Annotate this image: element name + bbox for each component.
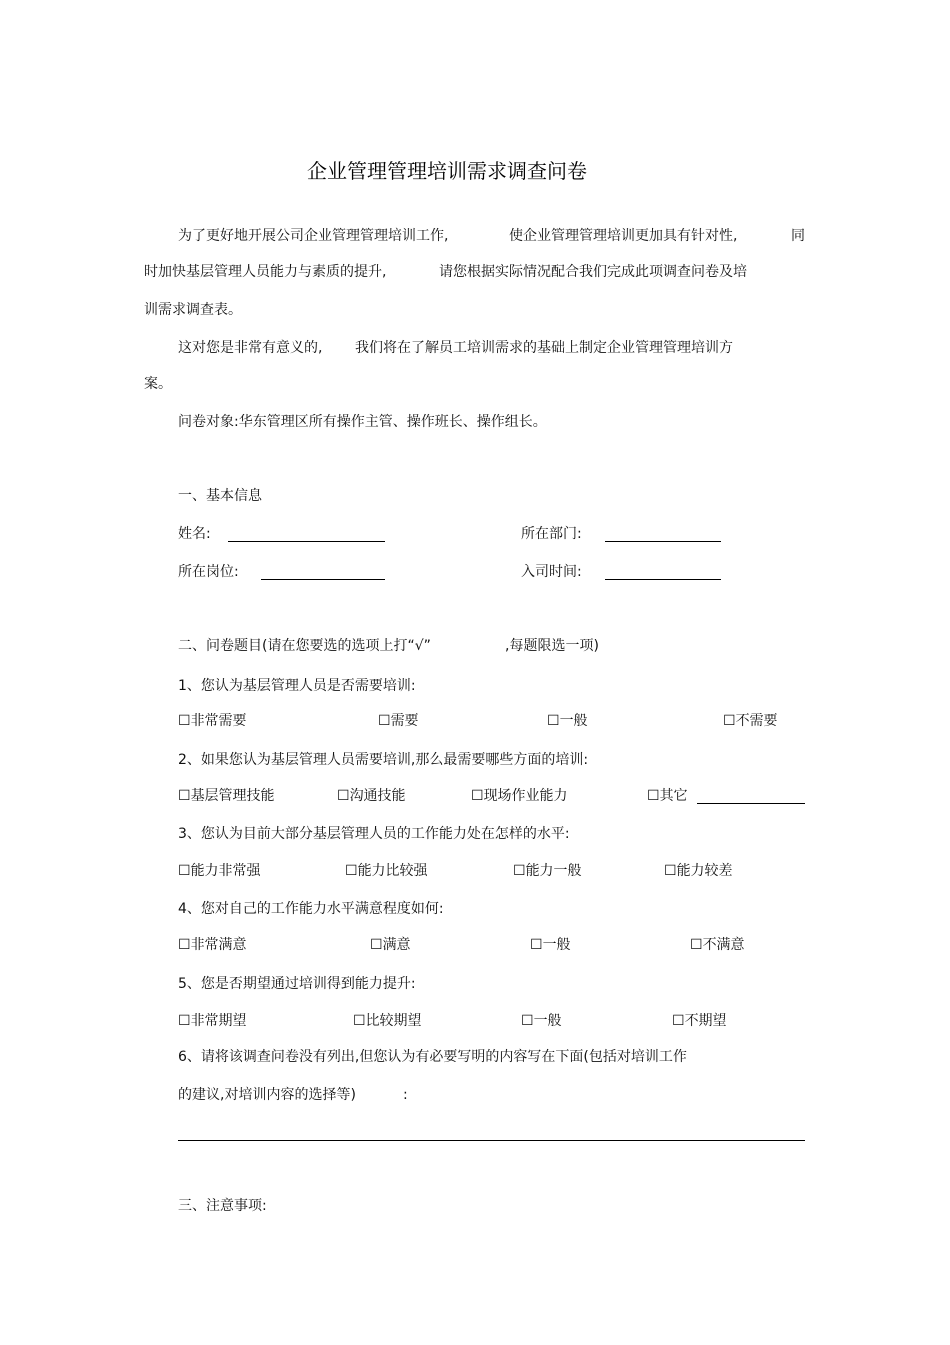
checkbox-icon: ☐ [723, 713, 736, 729]
checkbox-icon: ☐ [690, 937, 703, 953]
intro-line2-a: 时加快基层管理人员能力与素质的提升, [144, 264, 387, 280]
q3-option-2[interactable] [345, 862, 428, 880]
q1-option-1[interactable] [178, 712, 247, 730]
q1-text: 1、您认为基层管理人员是否需要培训: [178, 678, 416, 694]
post-label: 所在岗位: [178, 564, 239, 580]
checkbox-icon: ☐ [672, 1013, 685, 1029]
checkbox-icon: ☐ [378, 713, 391, 729]
checkbox-icon: ☐ [471, 788, 484, 804]
intro-line1-b: 使企业管理管理培训更加具有针对性, [509, 228, 738, 244]
q1-option-4-label: 不需要 [735, 713, 778, 729]
q1-option-3-label: 一般 [559, 713, 588, 729]
post-field[interactable] [261, 579, 385, 580]
intro-line4-b: 我们将在了解员工培训需求的基础上制定企业管理管理培训方 [355, 340, 733, 356]
page-title: 企业管理管理培训需求调查问卷 [307, 159, 587, 183]
checkbox-icon: ☐ [337, 788, 350, 804]
q1-option-2[interactable] [378, 712, 419, 730]
checkbox-icon: ☐ [547, 713, 560, 729]
checkbox-icon: ☐ [178, 937, 191, 953]
dept-field[interactable] [605, 541, 721, 542]
q4-option-2-label: 满意 [382, 937, 411, 953]
q3-option-3[interactable] [513, 862, 582, 880]
checkbox-icon: ☐ [353, 1013, 366, 1029]
q2-option-4-label: 其它 [659, 788, 688, 804]
checkbox-icon: ☐ [178, 863, 191, 879]
q5-option-2-label: 比较期望 [365, 1013, 422, 1029]
checkbox-icon: ☐ [647, 788, 660, 804]
q4-option-4[interactable] [690, 936, 745, 954]
q6-text-line1: 6、请将该调查问卷没有列出,但您认为有必要写明的内容写在下面(包括对培训工作 [178, 1049, 687, 1065]
name-label: 姓名: [178, 526, 211, 542]
checkbox-icon: ☐ [513, 863, 526, 879]
q3-option-3-label: 能力一般 [525, 863, 582, 879]
checkbox-icon: ☐ [178, 788, 191, 804]
q4-option-3-label: 一般 [542, 937, 571, 953]
intro-line1-c: 同 [791, 228, 805, 244]
section2-heading-a: 二、问卷题目(请在您要选的选项上打“√” [178, 638, 431, 654]
q4-option-2[interactable] [370, 936, 411, 954]
checkbox-icon: ☐ [370, 937, 383, 953]
checkbox-icon: ☐ [345, 863, 358, 879]
join-label: 入司时间: [521, 564, 582, 580]
q1-option-4[interactable] [723, 712, 778, 730]
q3-option-4-label: 能力较差 [676, 863, 733, 879]
dept-label: 所在部门: [521, 526, 582, 542]
section3-heading: 三、注意事项: [178, 1198, 267, 1214]
q1-option-1-label: 非常需要 [190, 713, 247, 729]
q2-option-4[interactable] [647, 787, 688, 805]
intro-line1-a: 为了更好地开展公司企业管理管理培训工作, [178, 228, 449, 244]
name-field[interactable] [228, 541, 385, 542]
q2-option-3[interactable] [471, 787, 568, 805]
q3-option-1[interactable] [178, 862, 261, 880]
intro-line3: 训需求调查表。 [144, 302, 242, 318]
join-date-field[interactable] [605, 579, 721, 580]
checkbox-icon: ☐ [664, 863, 677, 879]
q2-option-1-label: 基层管理技能 [190, 788, 275, 804]
q5-option-2[interactable] [353, 1012, 422, 1030]
q1-option-3[interactable] [547, 712, 588, 730]
section1-heading: 一、基本信息 [178, 488, 262, 504]
q4-option-1[interactable] [178, 936, 247, 954]
q2-other-field[interactable] [697, 803, 805, 804]
q5-option-3-label: 一般 [533, 1013, 562, 1029]
checkbox-icon: ☐ [521, 1013, 534, 1029]
q6-text-line2: 的建议,对培训内容的选择等) [178, 1087, 356, 1103]
q5-option-1-label: 非常期望 [190, 1013, 247, 1029]
q2-option-3-label: 现场作业能力 [483, 788, 568, 804]
q4-option-1-label: 非常满意 [190, 937, 247, 953]
q4-text: 4、您对自己的工作能力水平满意程度如何: [178, 901, 444, 917]
q1-option-2-label: 需要 [390, 713, 419, 729]
q2-option-1[interactable] [178, 787, 275, 805]
q2-option-2-label: 沟通技能 [349, 788, 406, 804]
checkbox-icon: ☐ [178, 1013, 191, 1029]
q5-option-3[interactable] [521, 1012, 562, 1030]
q3-text: 3、您认为目前大部分基层管理人员的工作能力处在怎样的水平: [178, 826, 570, 842]
q2-text: 2、如果您认为基层管理人员需要培训,那么最需要哪些方面的培训: [178, 752, 589, 768]
q5-option-4-label: 不期望 [684, 1013, 727, 1029]
q3-option-1-label: 能力非常强 [190, 863, 261, 879]
checkbox-icon: ☐ [530, 937, 543, 953]
q4-option-4-label: 不满意 [702, 937, 745, 953]
intro-line4-a: 这对您是非常有意义的, [178, 340, 323, 356]
q4-option-3[interactable] [530, 936, 571, 954]
q5-text: 5、您是否期望通过培训得到能力提升: [178, 976, 416, 992]
intro-line2-b: 请您根据实际情况配合我们完成此项调查问卷及培 [439, 264, 747, 280]
q5-option-4[interactable] [672, 1012, 727, 1030]
q3-option-2-label: 能力比较强 [357, 863, 428, 879]
checkbox-icon: ☐ [178, 713, 191, 729]
q3-option-4[interactable] [664, 862, 733, 880]
q6-colon: : [403, 1087, 408, 1103]
q2-option-2[interactable] [337, 787, 406, 805]
intro-target: 问卷对象:华东管理区所有操作主管、操作班长、操作组长。 [178, 414, 547, 430]
intro-line5: 案。 [144, 376, 172, 392]
section2-heading-b: ,每题限选一项) [505, 638, 599, 654]
q5-option-1[interactable] [178, 1012, 247, 1030]
q6-answer-field[interactable] [178, 1140, 805, 1141]
